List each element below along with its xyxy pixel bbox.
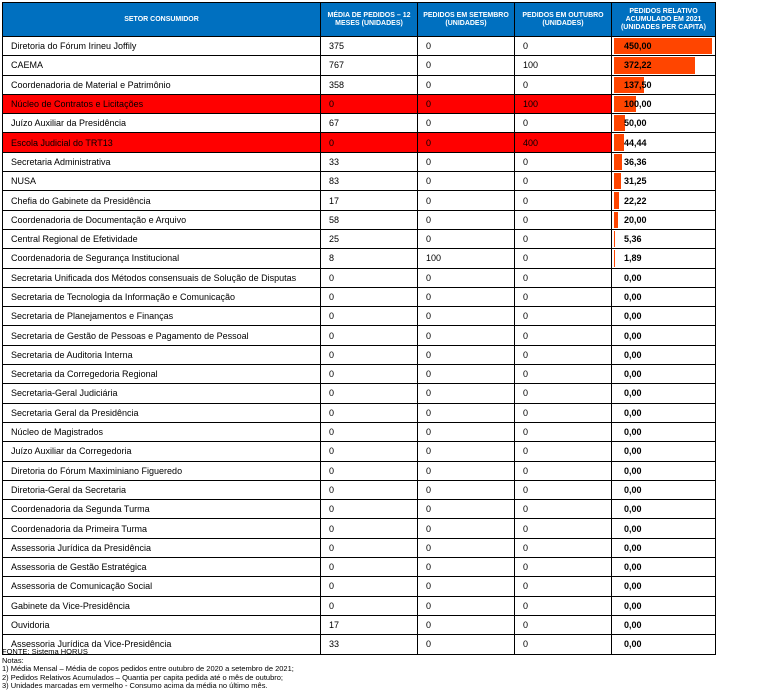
cell-relativo [612, 365, 716, 384]
relativo-value: 0,00 [624, 581, 642, 592]
cell-relativo [612, 56, 716, 75]
cell-out: 0 [515, 345, 612, 364]
relativo-value: 0,00 [624, 427, 642, 438]
relativo-value: 44,44 [624, 137, 647, 148]
cell-media: 0 [321, 326, 418, 345]
table-row [3, 558, 716, 577]
cell-out: 0 [515, 480, 612, 499]
cell-out: 0 [515, 307, 612, 326]
cell-media: 0 [321, 577, 418, 596]
cell-setor: Secretaria Geral da Presidência [3, 403, 321, 422]
table-row [3, 210, 716, 229]
note-1: 1) Média Mensal – Média de copos pedidos entre outubro de 2020 a setembro de 2021; [2, 664, 294, 674]
cell-set: 0 [418, 500, 515, 519]
relativo-value: 20,00 [624, 214, 647, 225]
cell-setor: Coordenadoria de Documentação e Arquivo [3, 210, 321, 229]
cell-relativo [612, 480, 716, 499]
cell-media: 0 [321, 365, 418, 384]
cell-set: 0 [418, 442, 515, 461]
cell-media: 0 [321, 403, 418, 422]
relativo-value: 0,00 [624, 562, 642, 573]
cell-relativo [612, 268, 716, 287]
cell-out: 0 [515, 326, 612, 345]
cell-setor: Secretaria Administrativa [3, 152, 321, 171]
relativo-value: 0,00 [624, 292, 642, 302]
cell-setor: Diretoria-Geral da Secretaria [3, 480, 321, 499]
table-row [3, 268, 716, 287]
cell-media: 8 [321, 249, 418, 268]
table-row [3, 249, 716, 268]
table-row [3, 75, 716, 94]
relativo-value: 137,50 [624, 79, 652, 90]
value-bar [614, 231, 615, 247]
cell-out: 100 [515, 94, 612, 113]
header-relativo: PEDIDOS RELATIVO ACUMULADO EM 2021 (UNIDADES PER CAPITA) [612, 3, 716, 37]
cell-out: 0 [515, 75, 612, 94]
table-row [3, 596, 716, 615]
cell-set: 0 [418, 577, 515, 596]
cell-out: 0 [515, 422, 612, 441]
cell-out: 0 [515, 403, 612, 422]
cell-set: 0 [418, 480, 515, 499]
header-setor: SETOR CONSUMIDOR [3, 3, 321, 37]
table-row [3, 461, 716, 480]
cell-out: 0 [515, 191, 612, 210]
cell-setor: Chefia do Gabinete da Presidência [3, 191, 321, 210]
cell-set: 0 [418, 114, 515, 133]
cell-set: 0 [418, 519, 515, 538]
relativo-value: 0,00 [624, 330, 642, 341]
cell-out: 0 [515, 268, 612, 287]
relativo-value: 50,00 [624, 118, 647, 129]
cell-setor: Central Regional de Efetividade [3, 229, 321, 248]
cell-media: 0 [321, 442, 418, 461]
cell-media: 0 [321, 345, 418, 364]
cell-relativo [612, 249, 716, 268]
relativo-value: 0,00 [624, 369, 642, 380]
cell-media: 0 [321, 94, 418, 113]
cell-out: 0 [515, 152, 612, 171]
cell-media: 58 [321, 210, 418, 229]
relativo-value: 1,89 [624, 253, 642, 264]
cell-media: 25 [321, 229, 418, 248]
relativo-value: 0,00 [624, 600, 642, 611]
table-row [3, 307, 716, 326]
cell-set: 0 [418, 94, 515, 113]
relativo-value: 0,00 [624, 639, 642, 650]
cell-relativo [612, 558, 716, 577]
cell-media: 0 [321, 287, 418, 306]
note-3: 3) Unidades marcadas em vermelho - Consumo acima da média no último mês. [2, 681, 268, 691]
cell-setor: Juízo Auxiliar da Corregedoria [3, 442, 321, 461]
cell-set: 0 [418, 268, 515, 287]
table-row [3, 480, 716, 499]
cell-relativo [612, 307, 716, 326]
cell-setor: Diretoria do Fórum Maximiniano Figueredo [3, 461, 321, 480]
table-row [3, 37, 716, 56]
table-row [3, 577, 716, 596]
cell-setor: Diretoria do Fórum Irineu Joffily [3, 37, 321, 56]
cell-set: 0 [418, 384, 515, 403]
table-row [3, 365, 716, 384]
header-media: MÉDIA DE PEDIDOS – 12 MESES (UNIDADES) [321, 3, 418, 37]
relativo-value: 0,00 [624, 311, 642, 322]
consumption-table [2, 2, 716, 655]
cell-setor: CAEMA [3, 56, 321, 75]
cell-media: 0 [321, 268, 418, 287]
relativo-value: 0,00 [624, 388, 642, 399]
cell-out: 0 [515, 538, 612, 557]
cell-set: 0 [418, 191, 515, 210]
relativo-value: 0,00 [624, 465, 642, 476]
cell-media: 0 [321, 558, 418, 577]
cell-media: 17 [321, 615, 418, 634]
cell-media: 17 [321, 191, 418, 210]
relativo-value: 5,36 [624, 234, 642, 245]
table-row [3, 172, 716, 191]
table-row [3, 500, 716, 519]
cell-relativo [612, 519, 716, 538]
cell-media: 33 [321, 635, 418, 654]
table-row [3, 152, 716, 171]
cell-set: 0 [418, 37, 515, 56]
cell-setor: Gabinete da Vice-Presidência [3, 596, 321, 615]
footer-notes [2, 648, 294, 691]
cell-setor: Secretaria de Planejamentos e Finanças [3, 307, 321, 326]
cell-setor: Secretaria de Tecnologia da Informação e Comunicação [3, 287, 321, 306]
value-bar [614, 154, 622, 170]
cell-set: 0 [418, 635, 515, 654]
cell-setor: Coordenadoria da Primeira Turma [3, 519, 321, 538]
cell-relativo [612, 422, 716, 441]
cell-out: 0 [515, 519, 612, 538]
cell-out: 0 [515, 384, 612, 403]
cell-out: 0 [515, 210, 612, 229]
relativo-value: 372,22 [624, 60, 652, 71]
table-row [3, 191, 716, 210]
cell-set: 0 [418, 538, 515, 557]
value-bar [614, 212, 618, 228]
cell-relativo [612, 635, 716, 654]
cell-media: 375 [321, 37, 418, 56]
cell-media: 33 [321, 152, 418, 171]
cell-set: 0 [418, 210, 515, 229]
cell-set: 0 [418, 229, 515, 248]
cell-setor: Ouvidoria [3, 615, 321, 634]
cell-set: 0 [418, 307, 515, 326]
cell-relativo [612, 461, 716, 480]
cell-media: 0 [321, 384, 418, 403]
cell-out: 0 [515, 287, 612, 306]
cell-media: 0 [321, 307, 418, 326]
cell-set: 0 [418, 403, 515, 422]
cell-setor: NUSA [3, 172, 321, 191]
table-row [3, 615, 716, 634]
cell-setor: Coordenadoria de Material e Patrimônio [3, 75, 321, 94]
cell-out: 0 [515, 500, 612, 519]
cell-out: 0 [515, 249, 612, 268]
table-row [3, 422, 716, 441]
cell-relativo [612, 577, 716, 596]
table-row [3, 133, 716, 152]
cell-setor: Núcleo de Magistrados [3, 422, 321, 441]
cell-relativo [612, 403, 716, 422]
notes-heading: Notas: [2, 655, 24, 665]
cell-setor: Coordenadoria de Segurança Institucional [3, 249, 321, 268]
table-row [3, 114, 716, 133]
cell-set: 0 [418, 287, 515, 306]
cell-relativo [612, 442, 716, 461]
relativo-value: 100,00 [624, 99, 652, 110]
cell-set: 0 [418, 56, 515, 75]
cell-out: 0 [515, 461, 612, 480]
cell-set: 0 [418, 75, 515, 94]
header-setembro: PEDIDOS EM SETEMBRO (UNIDADES) [418, 3, 515, 37]
cell-set: 0 [418, 365, 515, 384]
value-bar [614, 173, 621, 189]
cell-out: 0 [515, 172, 612, 191]
cell-out: 0 [515, 635, 612, 654]
cell-relativo [612, 538, 716, 557]
cell-media: 0 [321, 133, 418, 152]
cell-setor: Secretaria de Gestão de Pessoas e Pagamento de Pessoal [3, 326, 321, 345]
cell-relativo [612, 345, 716, 364]
cell-media: 83 [321, 172, 418, 191]
cell-set: 0 [418, 345, 515, 364]
cell-relativo [612, 191, 716, 210]
cell-relativo [612, 615, 716, 634]
cell-out: 400 [515, 133, 612, 152]
relativo-value: 0,00 [624, 523, 642, 534]
table-row [3, 345, 716, 364]
relativo-value: 0,00 [624, 504, 642, 515]
cell-media: 0 [321, 519, 418, 538]
cell-setor: Coordenadoria da Segunda Turma [3, 500, 321, 519]
table-row [3, 326, 716, 345]
cell-out: 100 [515, 56, 612, 75]
cell-setor: Assessoria de Gestão Estratégica [3, 558, 321, 577]
table-row [3, 519, 716, 538]
cell-set: 0 [418, 152, 515, 171]
relativo-value: 36,36 [624, 156, 647, 167]
source-note: FONTE: Sistema HORUS [2, 647, 88, 656]
cell-relativo [612, 229, 716, 248]
note-2: 2) Pedidos Relativos Acumulados – Quantia per capita pedida até o mês de outubro; [2, 672, 284, 682]
cell-media: 0 [321, 461, 418, 480]
cell-set: 0 [418, 615, 515, 634]
cell-media: 0 [321, 596, 418, 615]
cell-relativo [612, 133, 716, 152]
cell-media: 0 [321, 480, 418, 499]
cell-out: 0 [515, 442, 612, 461]
table-row [3, 94, 716, 113]
table-header-row [3, 3, 716, 37]
cell-set: 0 [418, 558, 515, 577]
value-bar [614, 192, 619, 208]
cell-media: 767 [321, 56, 418, 75]
cell-relativo [612, 94, 716, 113]
header-outubro: PEDIDOS EM OUTUBRO (UNIDADES) [515, 3, 612, 37]
relativo-value: 0,00 [624, 446, 642, 457]
cell-setor: Juízo Auxiliar da Presidência [3, 114, 321, 133]
cell-set: 0 [418, 422, 515, 441]
relativo-value: 0,00 [624, 542, 642, 553]
cell-out: 0 [515, 577, 612, 596]
table-body [3, 37, 716, 655]
cell-out: 0 [515, 114, 612, 133]
cell-out: 0 [515, 365, 612, 384]
cell-set: 100 [418, 249, 515, 268]
cell-out: 0 [515, 596, 612, 615]
cell-setor: Secretaria da Corregedoria Regional [3, 365, 321, 384]
relativo-value: 31,25 [624, 176, 647, 187]
cell-relativo [612, 37, 716, 56]
table-row [3, 287, 716, 306]
cell-out: 0 [515, 615, 612, 634]
cell-set: 0 [418, 461, 515, 480]
cell-setor: Assessoria Jurídica da Presidência [3, 538, 321, 557]
cell-relativo [612, 596, 716, 615]
cell-relativo [612, 114, 716, 133]
table-row [3, 442, 716, 461]
table-row [3, 229, 716, 248]
cell-setor: Assessoria Jurídica da Vice-Presidência [3, 635, 321, 654]
cell-relativo [612, 152, 716, 171]
table-row [3, 56, 716, 75]
cell-setor: Secretaria de Auditoria Interna [3, 345, 321, 364]
cell-relativo [612, 287, 716, 306]
cell-media: 0 [321, 500, 418, 519]
cell-relativo [612, 172, 716, 191]
cell-media: 358 [321, 75, 418, 94]
relativo-value: 0,00 [624, 272, 642, 283]
relativo-value: 450,00 [624, 41, 652, 52]
table-row [3, 538, 716, 557]
cell-relativo [612, 210, 716, 229]
cell-setor: Secretaria-Geral Judiciária [3, 384, 321, 403]
cell-setor: Núcleo de Contratos e Licitações [3, 94, 321, 113]
table-row [3, 403, 716, 422]
cell-setor: Assessoria de Comunicação Social [3, 577, 321, 596]
cell-media: 0 [321, 538, 418, 557]
cell-relativo [612, 326, 716, 345]
relativo-value: 22,22 [624, 195, 647, 206]
value-bar [614, 134, 624, 150]
cell-media: 67 [321, 114, 418, 133]
cell-out: 0 [515, 37, 612, 56]
cell-setor: Escola Judicial do TRT13 [3, 133, 321, 152]
cell-media: 0 [321, 422, 418, 441]
relativo-value: 0,00 [624, 407, 642, 418]
cell-set: 0 [418, 596, 515, 615]
cell-set: 0 [418, 326, 515, 345]
cell-relativo [612, 384, 716, 403]
cell-setor: Secretaria Unificada dos Métodos consensuais de Solução de Disputas [3, 268, 321, 287]
cell-out: 0 [515, 558, 612, 577]
relativo-value: 0,00 [624, 620, 642, 631]
cell-relativo [612, 75, 716, 94]
relativo-value: 0,00 [624, 349, 642, 360]
cell-out: 0 [515, 229, 612, 248]
cell-set: 0 [418, 172, 515, 191]
relativo-value: 0,00 [624, 484, 642, 495]
cell-relativo [612, 500, 716, 519]
table-row [3, 384, 716, 403]
cell-set: 0 [418, 133, 515, 152]
